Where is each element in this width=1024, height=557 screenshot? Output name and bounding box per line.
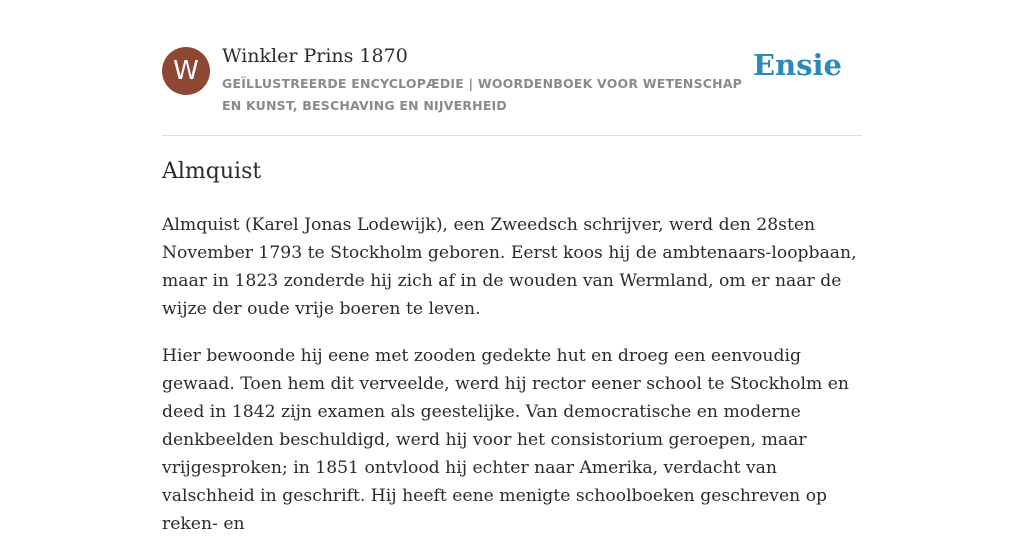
article-body bbox=[162, 211, 862, 557]
article-title: Almquist bbox=[162, 159, 262, 184]
header-divider bbox=[162, 135, 862, 136]
avatar[interactable]: W bbox=[162, 47, 210, 95]
article-paragraph-2: Hier bewoonde hij eene met zooden gedekte hut en droeg een eenvoudig gewaad. Toen hem dit verveelde, werd hij rector eener school te Stockholm en deed in 1842 zijn examen als geestelijke. Van democratische en moderne denkbeelden beschuldigd, werd hij voor het consistorium geroepen, maar vrijgesproken; in 1851 ontvlood hij echter naar Amerika, verdacht van valschheid in geschrift. Hij heeft eene menigte schoolboeken geschreven op reken- en bbox=[162, 346, 849, 534]
source-title[interactable]: Winkler Prins 1870 bbox=[222, 45, 408, 67]
header bbox=[162, 40, 862, 120]
source-subtitle: GEÏLLUSTREERDE ENCYCLOPÆDIE | WOORDENBOEK VOOR WETENSCHAP EN KUNST, BESCHAVING EN NIJVERHEID bbox=[222, 76, 743, 113]
article-paragraph-1: Almquist (Karel Jonas Lodewijk), een Zweedsch schrijver, werd den 28sten November 1793 te Stockholm geboren. Eerst koos hij de ambtenaars-loopbaan, maar in 1823 zonderde hij zich af in de wouden van Wermland, om er naar de wijze der oude vrije boeren te leven. bbox=[162, 215, 857, 319]
ensie-logo[interactable]: Ensie bbox=[753, 48, 842, 82]
